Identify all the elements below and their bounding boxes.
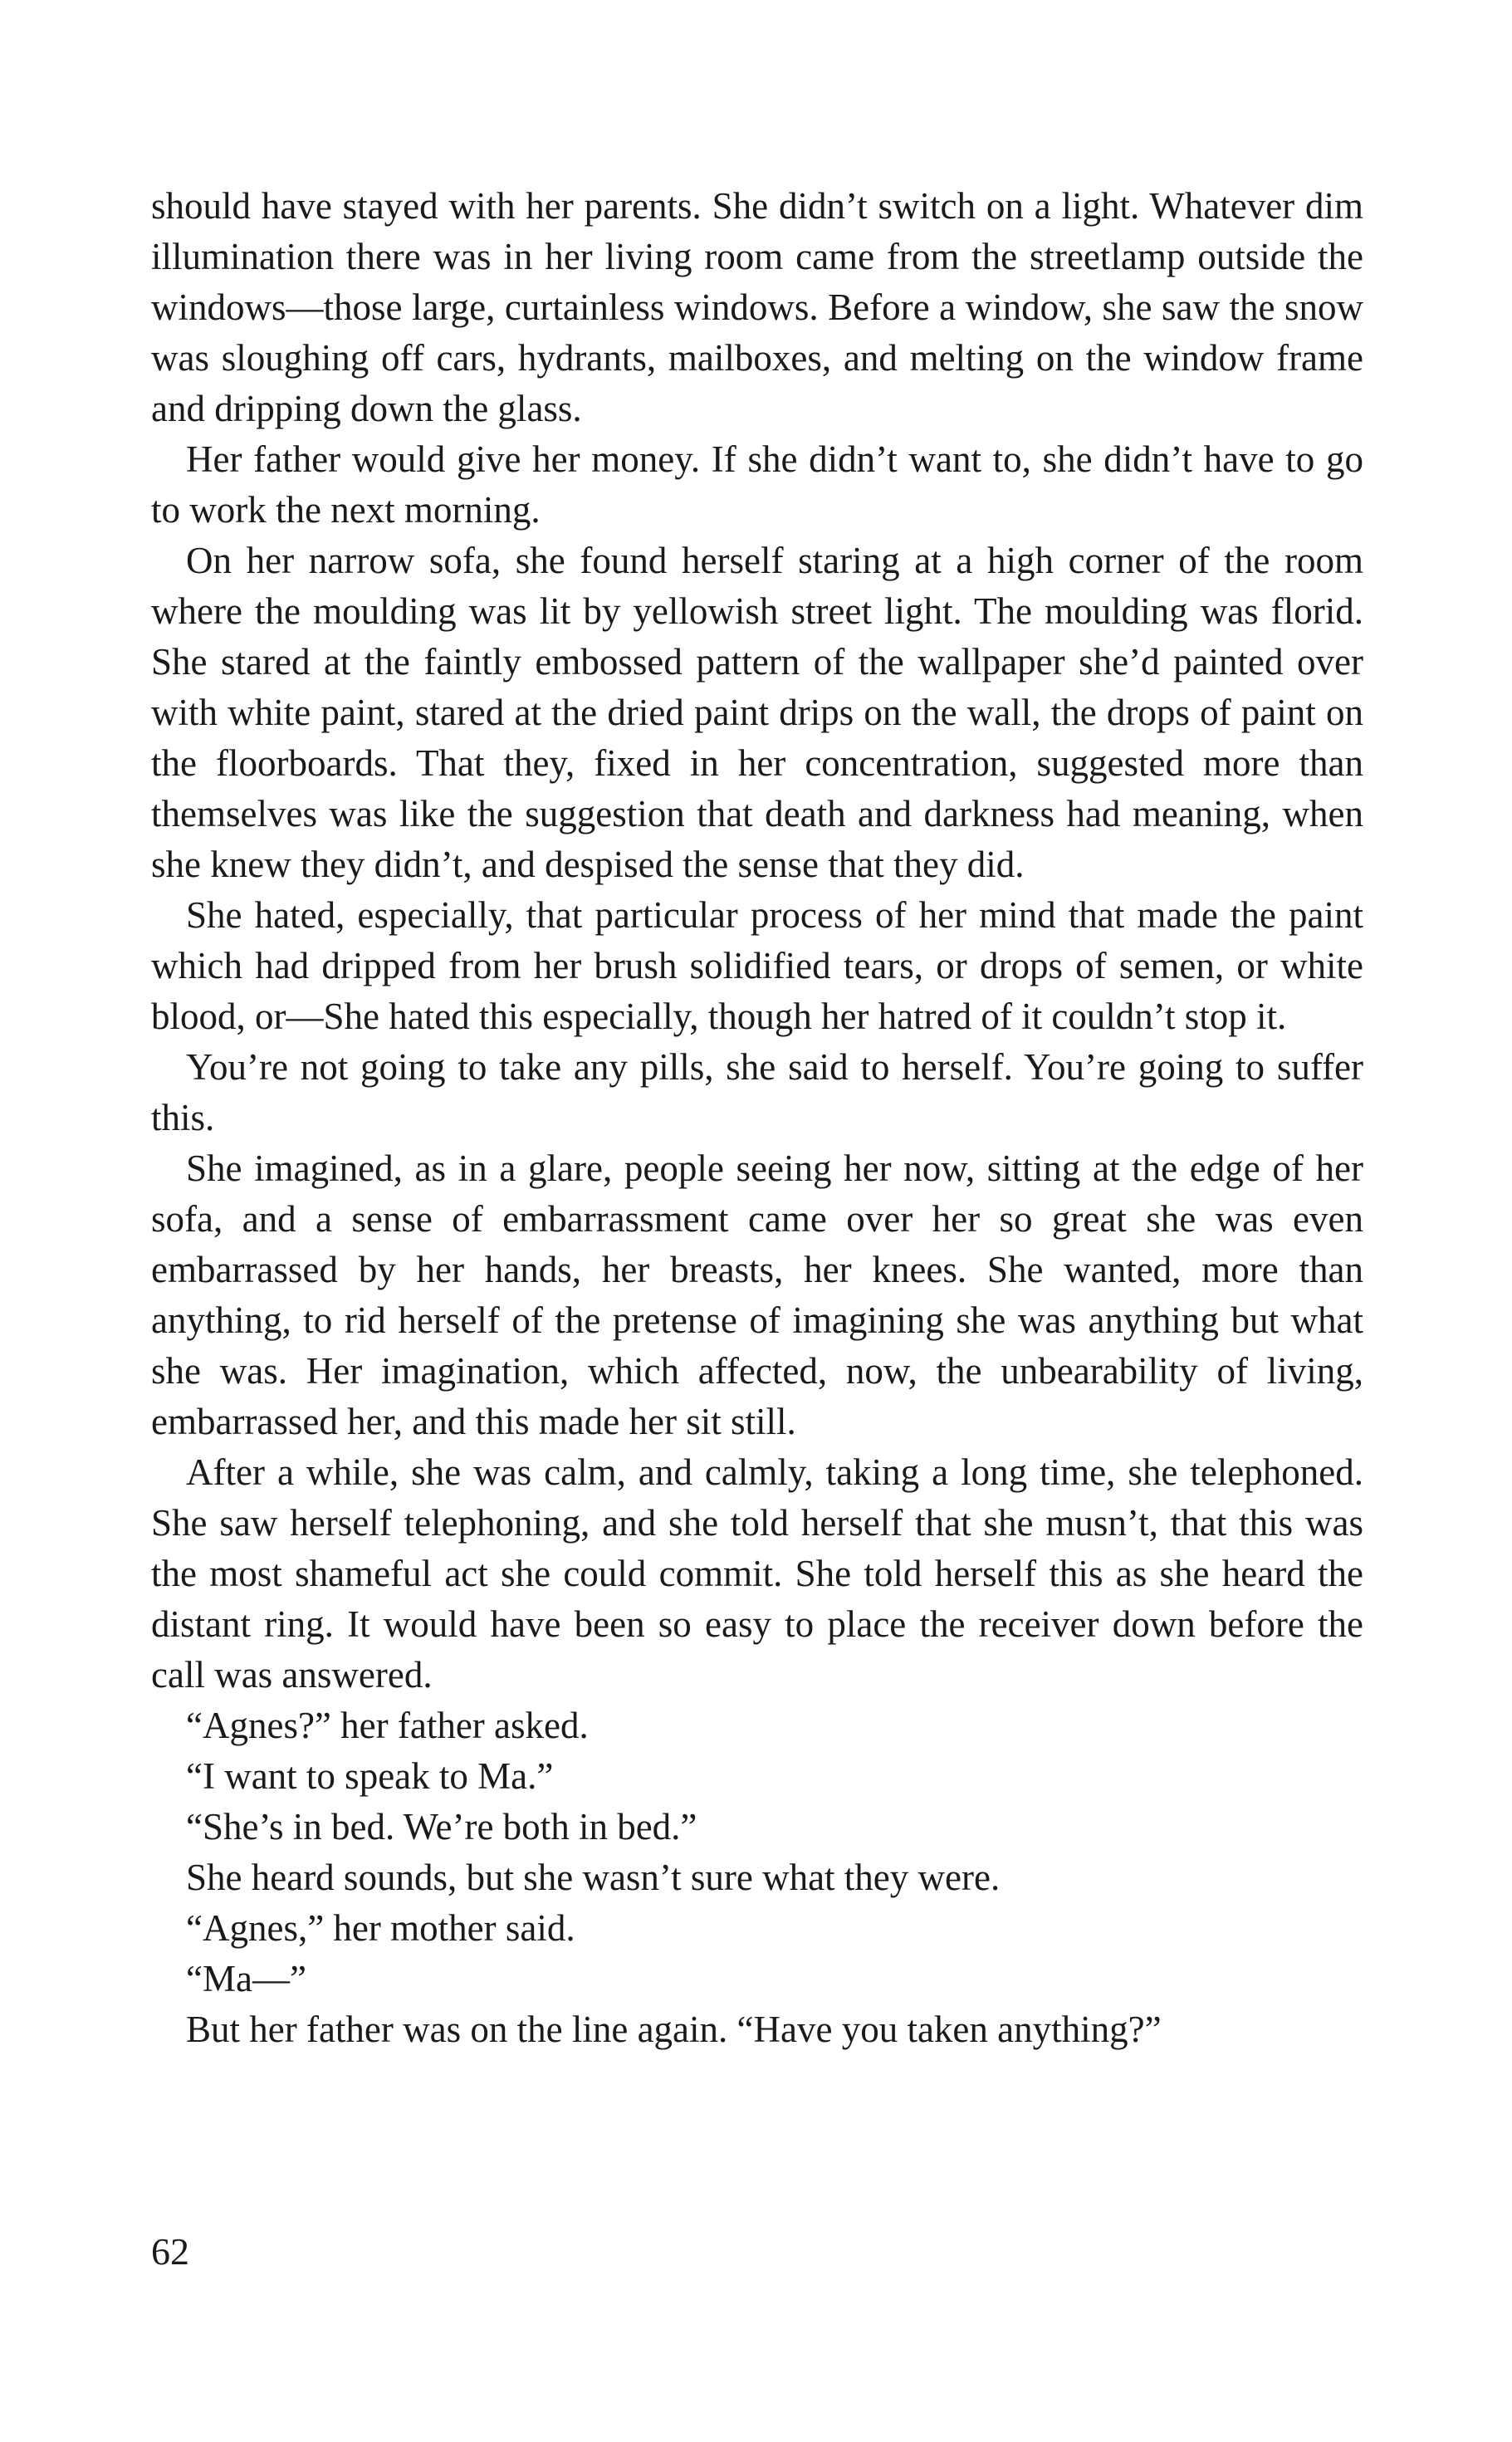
- page-number: 62: [151, 2230, 189, 2273]
- dialogue-line: “Agnes,” her mother said.: [186, 1907, 575, 1949]
- paragraph: After a while, she was calm, and calmly, taking a long time, she telephoned. She saw herself telephoning, and she told herself that she musn’t, that this was the most shameful act she could commit. She told herself this as she heard the distant ring. It would have been so easy to place the receiver down before the call was answered.: [151, 1451, 1363, 1696]
- paragraph: She hated, especially, that particular process of her mind that made the paint which had dripped from her brush solidified tears, or drops of semen, or white blood, or—She hated this especially, though her hatred of it couldn’t stop it.: [151, 894, 1363, 1037]
- dialogue-line: But her father was on the line again. “Have you taken anything?”: [186, 2009, 1162, 2050]
- paragraph: On her narrow sofa, she found herself staring at a high corner of the room where the moulding was lit by yellowish street light. The moulding was florid. She stared at the faintly embossed pattern of the wallpaper she’d painted over with white paint, stared at the dried paint drips on the wall, the drops of paint on the floorboards. That they, fixed in her concentration, suggested more than themselves was like the suggestion that death and darkness had meaning, when she knew they didn’t, and despised the sense that they did.: [151, 540, 1363, 885]
- dialogue-line: “I want to speak to Ma.”: [186, 1755, 554, 1797]
- dialogue-line: “She’s in bed. We’re both in bed.”: [186, 1806, 697, 1847]
- paragraph: You’re not going to take any pills, she said to herself. You’re going to suffer this.: [151, 1046, 1363, 1138]
- paragraph: She imagined, as in a glare, people seeing her now, sitting at the edge of her sofa, and a sense of embarrassment came over her so great she was even embarrassed by her hands, her breasts, her knees. She wanted, more than anything, to rid herself of the pretense of imagining she was anything but what she was. Her imagination, which affected, now, the unbearability of living, embarrassed her, and this made her sit still.: [151, 1148, 1363, 1442]
- body-text: [151, 181, 1363, 2055]
- paragraph: Her father would give her money. If she didn’t want to, she didn’t have to go to work the next morning.: [151, 438, 1363, 531]
- paragraph: She heard sounds, but she wasn’t sure what they were.: [186, 1857, 1001, 1898]
- dialogue-line: “Ma—”: [186, 1958, 306, 1999]
- paragraph: should have stayed with her parents. She didn’t switch on a light. Whatever dim illumination there was in her living room came from the streetlamp outside the windows—those large, curtainless windows. Before a window, she saw the snow was sloughing off cars, hydrants, mailboxes, and melting on the window frame and dripping down the glass.: [151, 185, 1363, 429]
- dialogue-line: “Agnes?” her father asked.: [186, 1705, 589, 1746]
